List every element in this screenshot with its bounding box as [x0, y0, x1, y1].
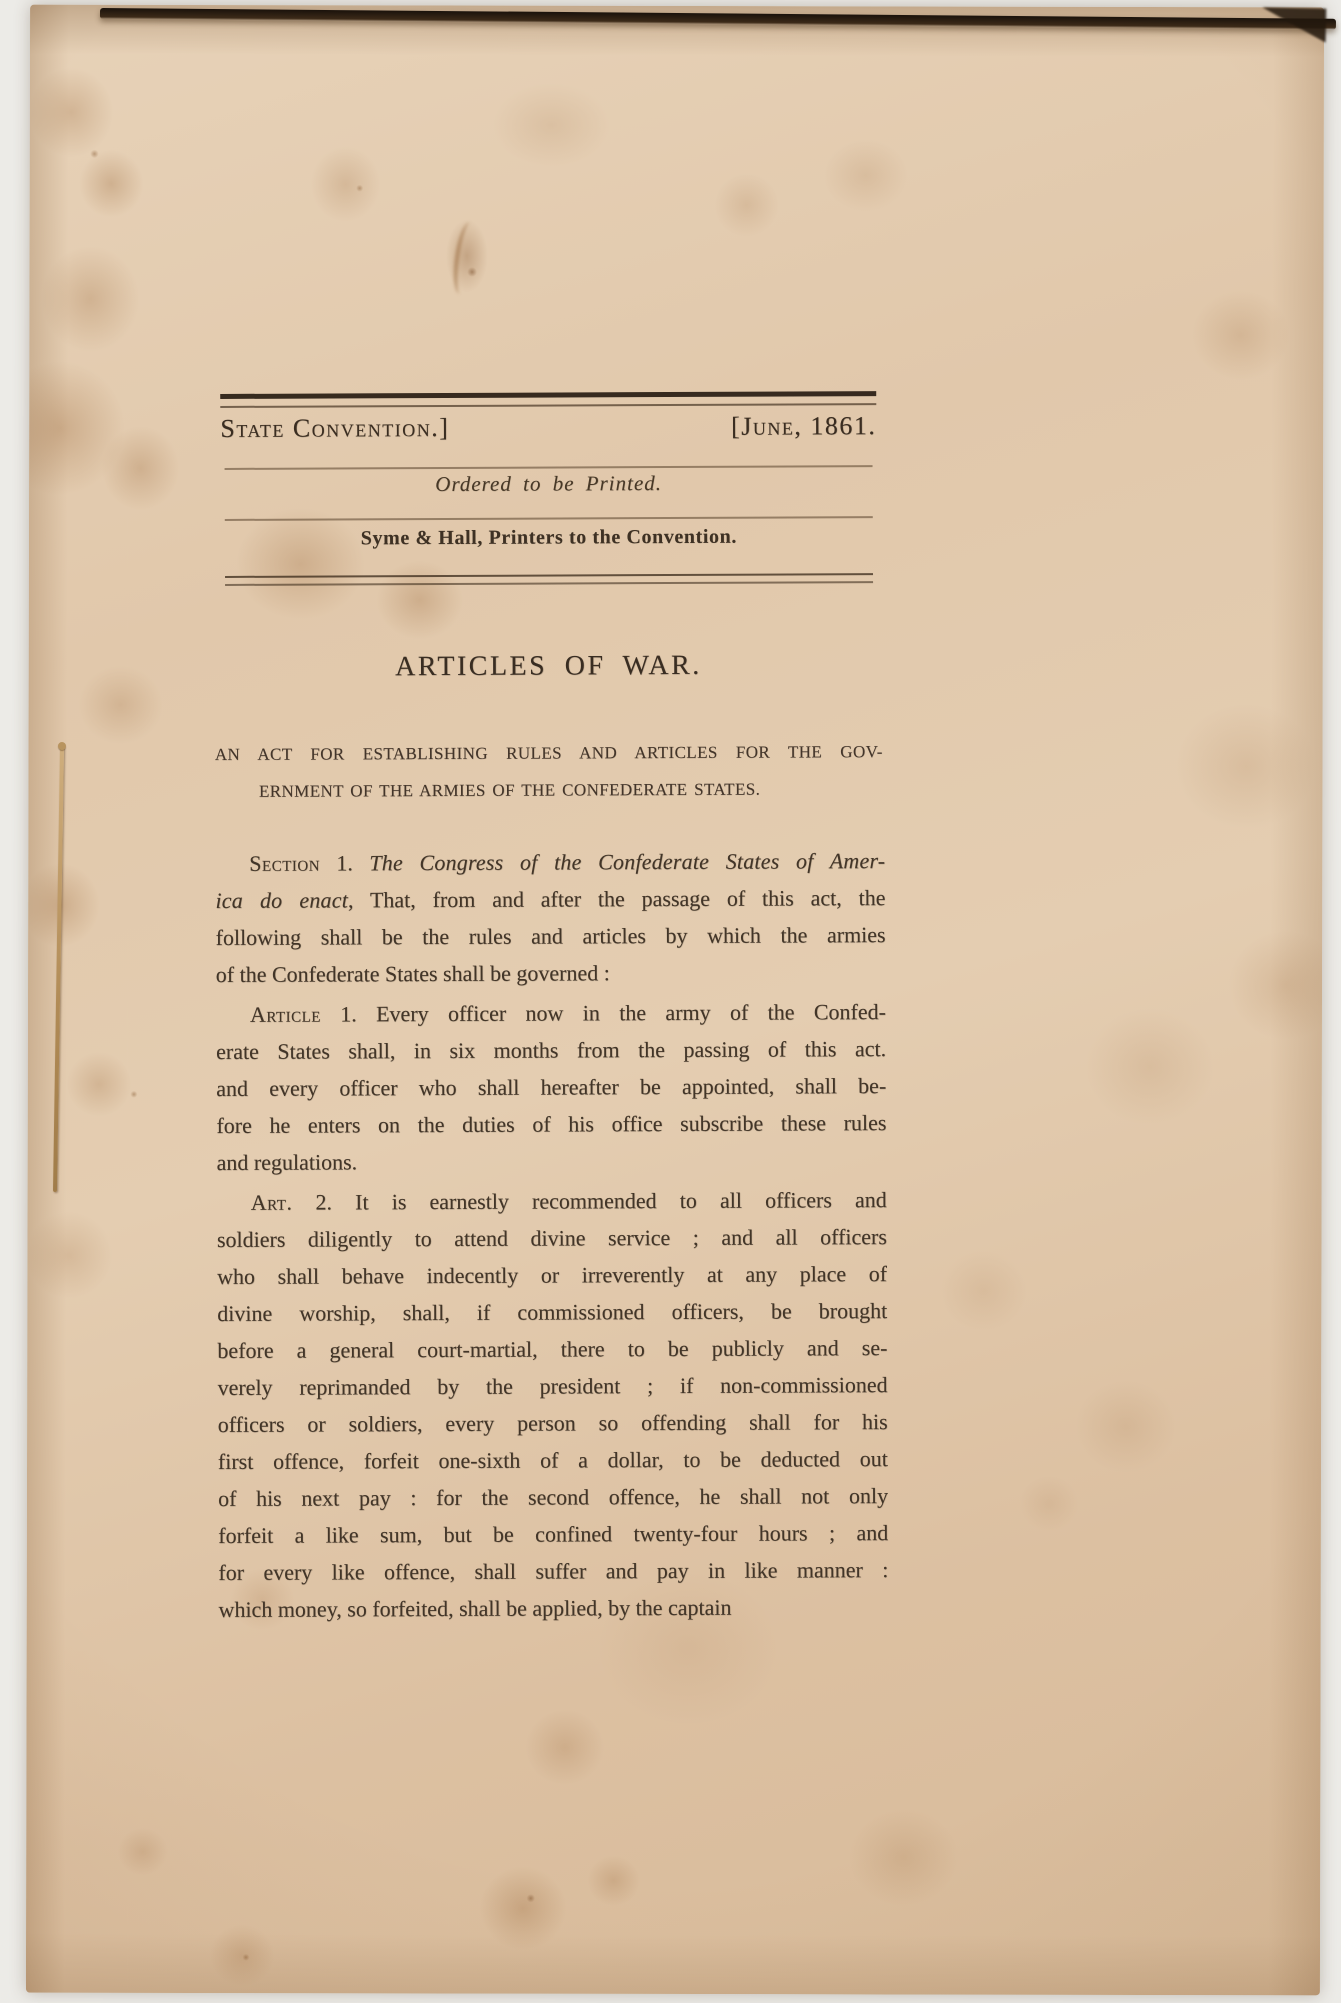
text-line: of his next pay : for the second offence, he shall not only [217, 1483, 889, 1511]
text-line: forfeit a like sum, but be confined twenty-four hours ; and [218, 1520, 889, 1548]
text-line: first offence, forfeit one-sixth of a dollar, to be deducted out [217, 1446, 888, 1474]
text-line: divine worship, shall, if commissioned officers, be brought [217, 1298, 888, 1326]
text-line: erate States shall, in six months from the passing of this act. [216, 1036, 887, 1064]
text-line: soldiers diligently to attend divine service ; and all officers [216, 1224, 887, 1252]
text-line: of the Confederate States shall be governed : [215, 960, 610, 987]
act-heading [215, 734, 883, 811]
paragraph-article-1 [216, 993, 887, 1181]
text-line: following shall be the rules and articles by which the armies [215, 922, 886, 950]
document-title: ARTICLES OF WAR. [395, 649, 702, 683]
masthead-rule-top [220, 391, 876, 408]
text-line: for every like offence, shall suffer and pay in like manner : [218, 1557, 889, 1585]
text-line: before a general court-martial, there to be publicly and se- [217, 1335, 888, 1363]
text-line: officers or soldiers, every person so offending shall for his [217, 1409, 888, 1437]
masthead-rule-bottom [225, 573, 873, 586]
text-line: and regulations. [216, 1149, 358, 1175]
masthead-rule-2 [225, 516, 873, 521]
text-line: who shall behave indecently or irreverently at any place of [217, 1261, 888, 1289]
text-line: Art. 2. It is earnestly recommended to all officers and [250, 1187, 887, 1215]
paragraph-article-2 [217, 1181, 889, 1628]
text-line: AN ACT FOR ESTABLISHING RULES AND ARTICLES FOR THE GOV- [214, 742, 883, 764]
ordered-to-be-printed-line: Ordered to be Printed. [435, 471, 663, 497]
masthead-left-text: State Convention.] [220, 412, 450, 443]
text-line: fore he enters on the duties of his office subscribe these rules [216, 1110, 887, 1138]
paragraph-section-1 [215, 842, 886, 993]
text-line: Article 1. Every officer now in the army of the Confed- [249, 999, 886, 1027]
text-line: ica do enact, That, from and after the passage of this act, the [215, 885, 886, 913]
text-line: Section 1. The Congress of the Confederate States of Amer- [249, 848, 886, 876]
text-line: verely reprimanded by the president ; if non-commissioned [217, 1372, 888, 1400]
text-line: which money, so forfeited, shall be applied, by the captain [218, 1594, 732, 1622]
body-text [215, 842, 888, 1631]
masthead-row [220, 411, 876, 448]
masthead-right-text: [June, 1861. [731, 411, 877, 441]
masthead-rule-1 [225, 465, 873, 470]
text-line: ERNMENT OF THE ARMIES OF THE CONFEDERATE STATES. [258, 779, 761, 801]
printer-imprint-line: Syme & Hall, Printers to the Convention. [360, 525, 737, 550]
text-line: and every officer who shall hereafter be appointed, shall be- [216, 1073, 887, 1101]
